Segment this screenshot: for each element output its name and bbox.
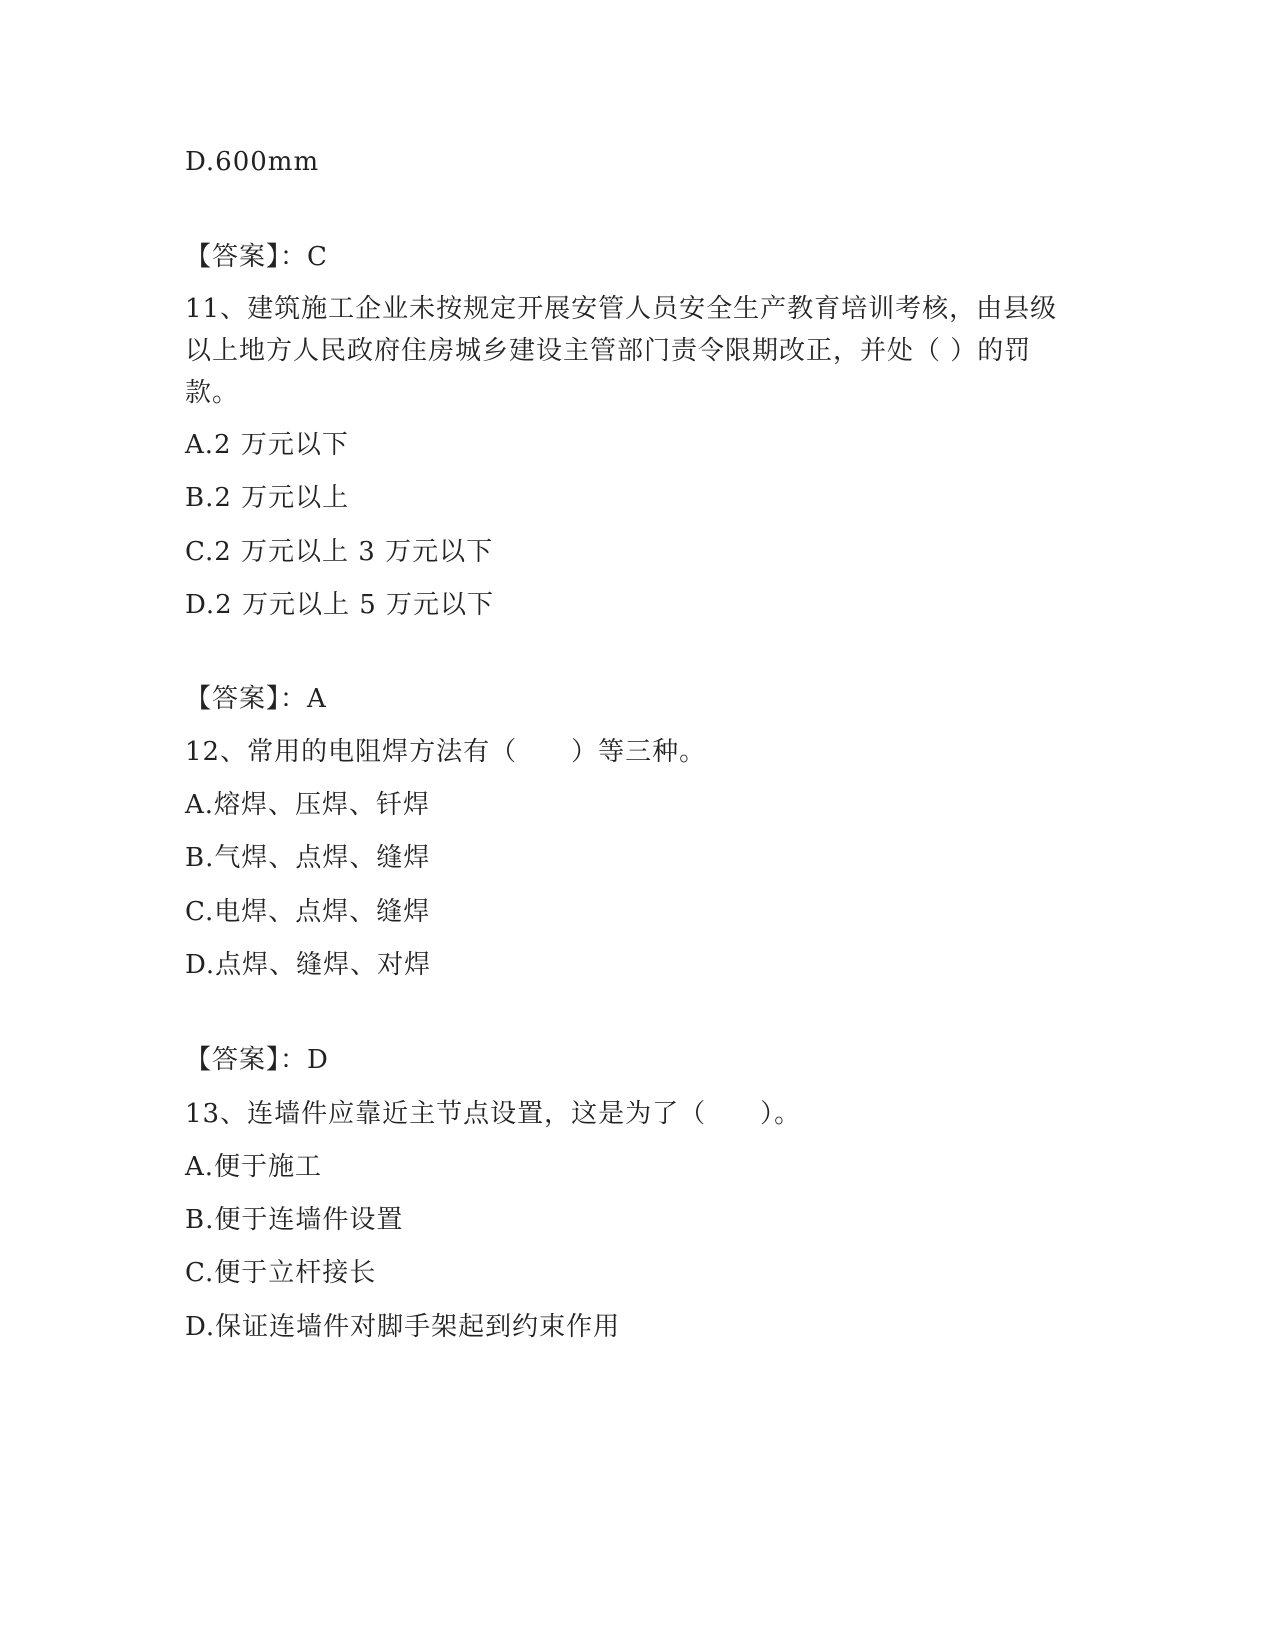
q11-option-b: B.2 万元以上 (185, 483, 350, 513)
q11-option-c: C.2 万元以上 3 万元以下 (185, 537, 494, 567)
q12-option-b: B.气焊、点焊、缝焊 (185, 843, 431, 873)
q11-option-d: D.2 万元以上 5 万元以下 (185, 590, 495, 620)
q13-option-a: A.便于施工 (185, 1152, 323, 1182)
q12-option-c: C.电焊、点焊、缝焊 (185, 897, 431, 927)
q13-option-d: D.保证连墙件对脚手架起到约束作用 (185, 1312, 621, 1342)
q12-option-d: D.点焊、缝焊、对焊 (185, 950, 432, 980)
q12-answer: 【答案】：D (185, 1045, 329, 1075)
q11-answer: 【答案】：A (185, 684, 327, 714)
q11-stem: 11、建筑施工企业未按规定开展安管人员安全生产教育培训考核，由县级以上地方人民政府住房城乡建设主管部门责令限期改正，并处（ ）的罚款。 (185, 294, 1058, 408)
q13-stem: 13、连墙件应靠近主节点设置，这是为了（ ）。 (185, 1099, 802, 1129)
q13-option-c: C.便于立杆接长 (185, 1258, 377, 1288)
prev-answer: 【答案】：C (185, 242, 328, 272)
prev-option-d: D.600mm (185, 147, 320, 177)
q12-option-a: A.熔焊、压焊、钎焊 (185, 790, 431, 820)
q12-stem: 12、常用的电阻焊方法有（ ）等三种。 (185, 737, 707, 767)
q11-option-a: A.2 万元以下 (185, 430, 349, 460)
q13-option-b: B.便于连墙件设置 (185, 1205, 404, 1235)
